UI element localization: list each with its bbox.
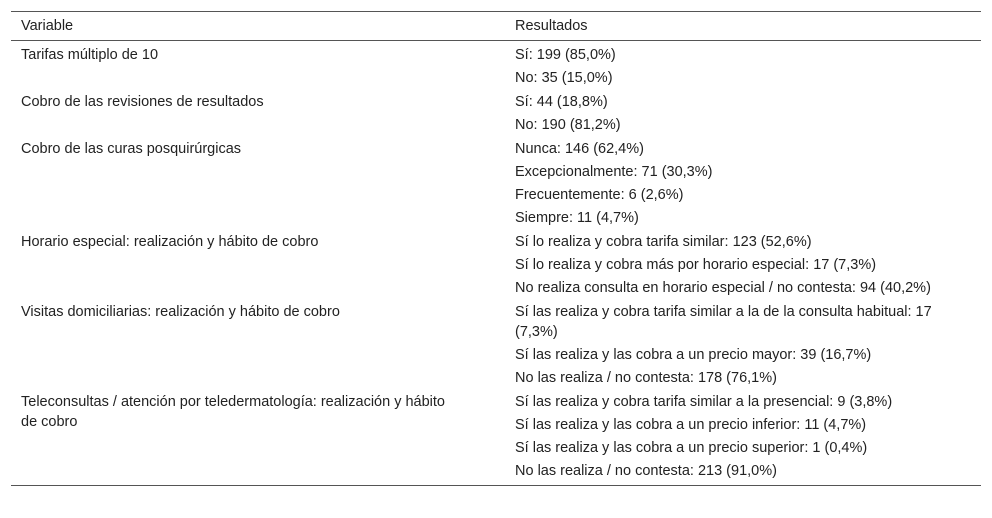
- table-header: [11, 12, 981, 41]
- result-cell: Sí las realiza y las cobra a un precio inferior: 11 (4,7%): [515, 417, 867, 433]
- variable-cell: Tarifas múltiplo de 10: [21, 47, 159, 63]
- result-cell: Sí lo realiza y cobra tarifa similar: 123 (52,6%): [515, 234, 812, 250]
- result-cell: Siempre: 11 (4,7%): [515, 210, 639, 226]
- table-row: [11, 298, 981, 342]
- variable-cell: Cobro de las curas posquirúrgicas: [21, 141, 242, 157]
- table-body: [11, 41, 981, 486]
- variable-cell: Teleconsultas / atención por teledermatología: realización y hábito de cobro: [21, 394, 445, 430]
- result-cell: No las realiza / no contesta: 213 (91,0%): [515, 463, 777, 479]
- table-row: [11, 88, 981, 112]
- result-cell: No realiza consulta en horario especial / no contesta: 94 (40,2%): [515, 280, 931, 296]
- header-row: [11, 12, 981, 41]
- header-resultados: Resultados: [515, 18, 588, 34]
- result-cell: Sí las realiza y las cobra a un precio superior: 1 (0,4%): [515, 440, 868, 456]
- variable-cell: Horario especial: realización y hábito de cobro: [21, 234, 319, 250]
- table-row: [11, 41, 981, 66]
- result-cell: No: 190 (81,2%): [515, 117, 621, 133]
- table-row: [11, 388, 981, 412]
- header-variable: Variable: [21, 18, 74, 34]
- result-cell: Nunca: 146 (62,4%): [515, 141, 644, 157]
- result-cell: No: 35 (15,0%): [515, 70, 613, 86]
- result-cell: Sí: 44 (18,8%): [515, 94, 608, 110]
- variable-cell: Cobro de las revisiones de resultados: [21, 94, 264, 110]
- table-row: [11, 135, 981, 159]
- result-cell: Sí las realiza y las cobra a un precio mayor: 39 (16,7%): [515, 347, 872, 363]
- result-cell: Sí: 199 (85,0%): [515, 47, 616, 63]
- variable-cell: Visitas domiciliarias: realización y hábito de cobro: [21, 304, 340, 320]
- result-cell: Sí las realiza y cobra tarifa similar a la presencial: 9 (3,8%): [515, 394, 893, 410]
- result-cell: No las realiza / no contesta: 178 (76,1%): [515, 370, 777, 386]
- table-row: [11, 228, 981, 252]
- result-cell: Excepcionalmente: 71 (30,3%): [515, 164, 713, 180]
- result-cell: Frecuentemente: 6 (2,6%): [515, 187, 684, 203]
- results-table: [11, 11, 981, 486]
- results-table-container: [11, 11, 981, 486]
- result-cell: Sí lo realiza y cobra más por horario especial: 17 (7,3%): [515, 257, 877, 273]
- result-cell: Sí las realiza y cobra tarifa similar a la de la consulta habitual: 17 (7,3%): [515, 304, 932, 340]
